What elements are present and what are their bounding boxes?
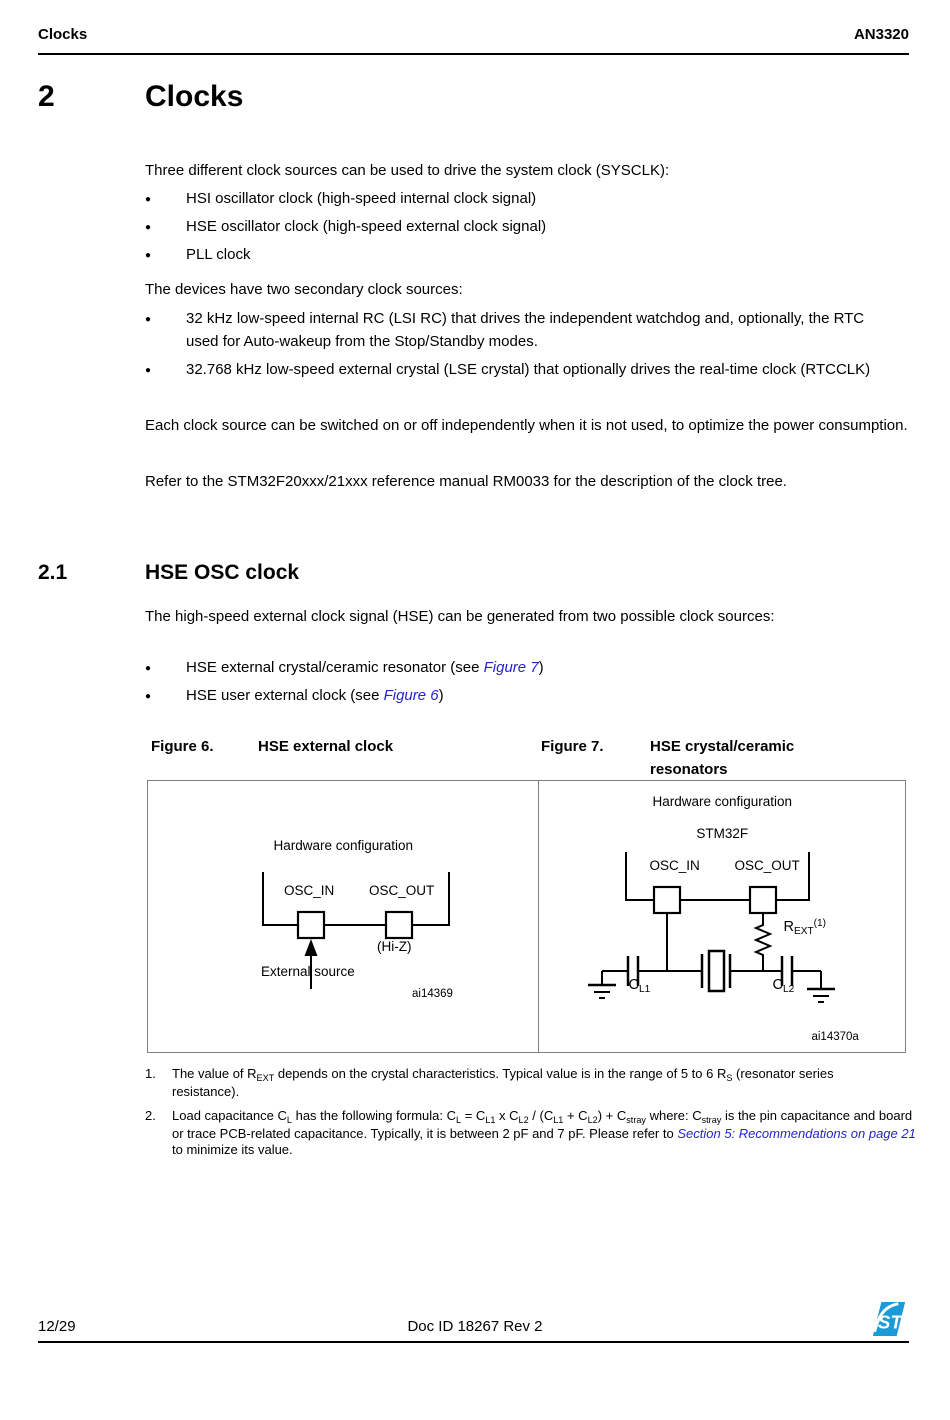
figure7-cl2-label: $C_{L2}$ xyxy=(772,977,795,995)
list-item-text: HSI oscillator clock (high-speed internal clock signal) xyxy=(186,190,537,207)
doc-link[interactable]: Section 5: Recommendations on page 21 xyxy=(677,1125,916,1141)
figure6-circuit xyxy=(148,781,539,1054)
figure6-external-source-label: External source xyxy=(261,964,355,979)
footnote-text: Load capacitance $C_L$ has the following formula: $C_L = C_{L1}$ x $C_{L2} / (C_{L1} + C_{L2}) + C_{stray}$ where: $C_{stray}$ is the pin capacitance and board or trace PCB-related capacitance. Typically, it is between 2 pF and 7 pF. Please refer to Section 5: Recommendations on page 21 to minimize its value. xyxy=(172,1108,916,1157)
figure7-caption-title: HSE crystal/ceramic resonators xyxy=(650,738,795,778)
list-item-text: HSE user external clock (see Figure 6) xyxy=(186,687,444,704)
list-item xyxy=(145,244,925,268)
bullet-icon: ● xyxy=(145,222,152,233)
figure6-box xyxy=(148,781,538,1052)
list-item-text: PLL clock xyxy=(186,246,251,263)
bullet-icon: ● xyxy=(145,691,152,702)
bullet-icon: ● xyxy=(145,663,152,674)
arrow-up-icon xyxy=(305,939,318,956)
figure6-caption-label: Figure 6. xyxy=(151,738,214,755)
paragraph-clock-sources: Three different clock sources can be used to drive the system clock (SYSCLK): xyxy=(145,162,670,179)
figure6-osc-out-label: OSC_OUT xyxy=(369,883,435,898)
footer-rule xyxy=(38,1341,909,1343)
bullet-icon: ● xyxy=(145,365,152,376)
figure7-diagram-title: Hardware configuration xyxy=(652,794,793,809)
list-item-text: 32 kHz low-speed internal RC (LSI RC) that drives the independent watchdog and, optionally, the RTC used for Auto-wakeup from the Stop/Standby modes. xyxy=(186,310,865,350)
bullet-icon: ● xyxy=(145,250,152,261)
footnote-number: 1. xyxy=(145,1066,156,1081)
figure7-cl1-label: $C_{L1}$ xyxy=(628,977,651,995)
figure6-osc-in-label: OSC_IN xyxy=(284,883,335,898)
figure7-osc-in-label: OSC_IN xyxy=(649,858,700,873)
list-item xyxy=(145,359,926,383)
st-logo-text: ST xyxy=(877,1311,902,1333)
doc-link[interactable]: Figure 7 xyxy=(483,659,539,676)
resistor-symbol xyxy=(756,913,770,971)
st-logo xyxy=(872,1301,906,1337)
footnote-number: 2. xyxy=(145,1108,156,1123)
footnote-text: The value of $R_{EXT}$ depends on the crystal characteristics. Typical value is in the range of 5 to 6 $R_S$ (resonator series resistance). xyxy=(172,1066,834,1099)
figure7-rext-label: $R_{EXT}^{(1)}$ xyxy=(783,918,827,937)
bullet-icon: ● xyxy=(145,194,152,205)
figure7-ref-id: ai14370a xyxy=(811,1031,859,1043)
figure6-caption-title: HSE external clock xyxy=(258,738,394,755)
st-logo-icon xyxy=(872,1301,906,1337)
paragraph-hse-intro: The high-speed external clock signal (HSE) can be generated from two possible clock sources: xyxy=(145,608,775,625)
header-rule xyxy=(38,53,909,55)
list-item-text: HSE oscillator clock (high-speed external clock signal) xyxy=(186,218,547,235)
figure6-diagram-title: Hardware configuration xyxy=(273,838,414,853)
list-item xyxy=(145,657,905,681)
paragraph-reference-manual: Refer to the STM32F20xxx/21xxx reference manual RM0033 for the description of the clock tree. xyxy=(145,473,787,490)
paragraph-secondary-sources: The devices have two secondary clock sources: xyxy=(145,281,463,298)
list-item xyxy=(145,308,886,353)
header-section-title: Clocks xyxy=(38,26,88,43)
osc-in-pad xyxy=(654,887,680,913)
figures-container xyxy=(147,780,906,1053)
bullet-icon: ● xyxy=(145,314,152,325)
list-item-text: HSE external crystal/ceramic resonator (see Figure 7) xyxy=(186,659,544,676)
figure7-box xyxy=(538,781,905,1052)
osc-out-pad xyxy=(386,912,412,938)
chip-bracket xyxy=(263,872,449,925)
doc-link[interactable]: Figure 6 xyxy=(383,687,439,704)
section2-number: 2 xyxy=(38,80,55,113)
header-doc-number: AN3320 xyxy=(853,26,909,43)
footer-doc-id: Doc ID 18267 Rev 2 xyxy=(407,1318,543,1335)
figure7-caption-label: Figure 7. xyxy=(541,738,604,755)
list-item xyxy=(145,685,905,709)
figure7-osc-out-label: OSC_OUT xyxy=(734,858,800,873)
figure7-chip-label: STM32F xyxy=(696,826,749,841)
list-item xyxy=(145,188,925,212)
section2-title: Clocks xyxy=(145,80,244,113)
section2-1-number: 2.1 xyxy=(38,561,68,584)
osc-in-pad xyxy=(298,912,324,938)
paragraph-switch-onoff: Each clock source can be switched on or off independently when it is not used, to optimize the power consumption. xyxy=(145,417,908,434)
crystal-body xyxy=(709,951,724,991)
figure6-hiz-label: (Hi-Z) xyxy=(377,939,412,954)
osc-out-pad xyxy=(750,887,776,913)
figure7-circuit xyxy=(539,781,905,1054)
list-item-text: 32.768 kHz low-speed external crystal (LSE crystal) that optionally drives the real-time clock (RTCCLK) xyxy=(186,361,871,378)
list-item xyxy=(145,216,925,240)
section2-1-title: HSE OSC clock xyxy=(145,561,300,584)
footer-page-number: 12/29 xyxy=(38,1318,76,1335)
figure6-ref-id: ai14369 xyxy=(412,988,453,1000)
